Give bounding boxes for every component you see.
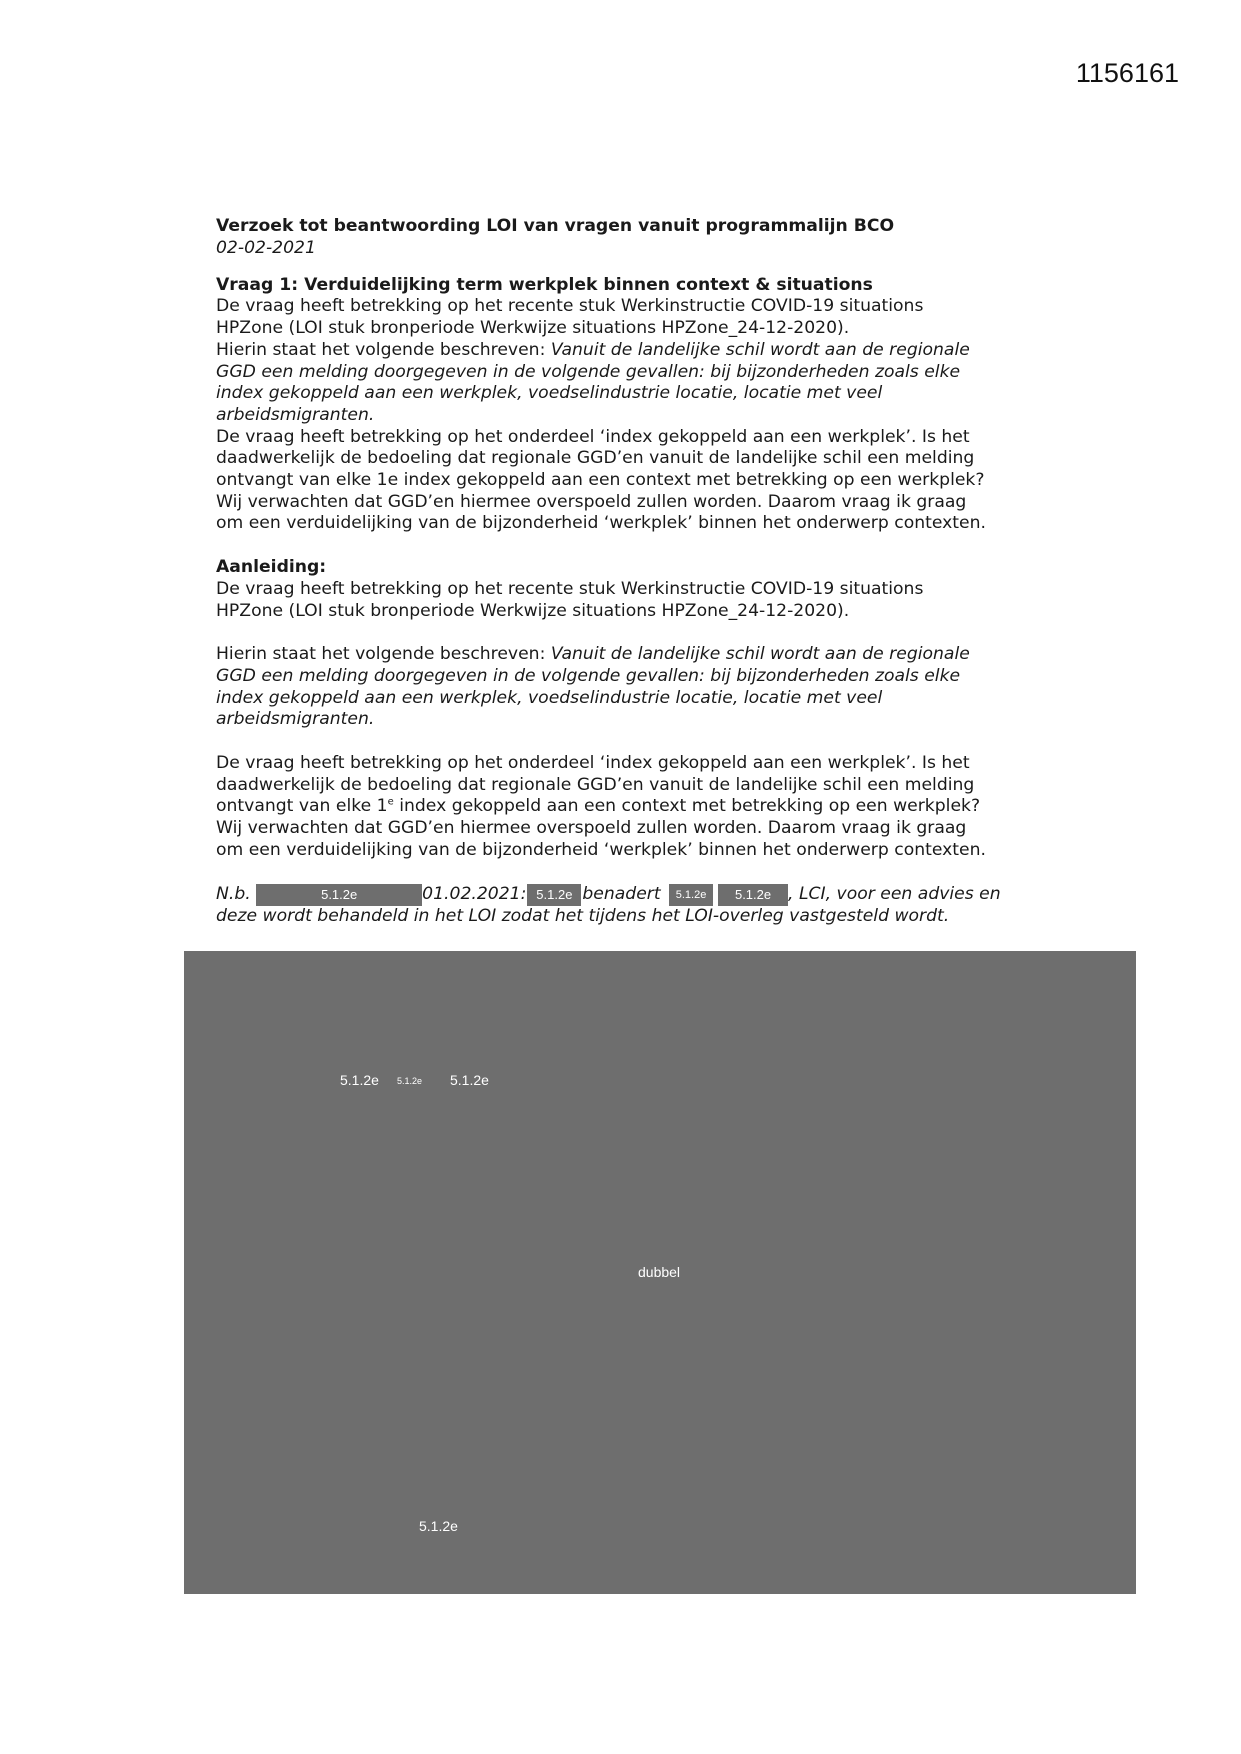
aanleiding-line: daadwerkelijk de bedoeling dat regionale GGD’en vanuit de landelijke schil een melding <box>216 774 975 795</box>
aanleiding-line: De vraag heeft betrekking op het onderdeel ‘index gekoppeld aan een werkplek’. Is het <box>216 753 970 774</box>
redaction-block <box>184 951 1136 1594</box>
aanleiding-line: Wij verwachten dat GGD’en hiermee overspoeld zullen worden. Daarom vraag ik graag <box>216 818 967 839</box>
aanleiding-line: arbeidsmigranten. <box>216 709 375 730</box>
document-number: 1156161 <box>1075 58 1179 88</box>
redaction-label-center: dubbel <box>638 1264 681 1280</box>
aanleiding-line: De vraag heeft betrekking op het recente stuk Werkinstructie COVID-19 situations <box>216 578 924 599</box>
redaction-box: 5.1.2e <box>527 884 581 906</box>
q1-line: GGD een melding doorgegeven in de volgende gevallen: bij bijzonderheden zoals elke <box>216 361 961 382</box>
question-1-heading: Vraag 1: Verduidelijking term werkplek binnen context & situations <box>216 274 873 295</box>
redaction-box: 5.1.2e <box>718 884 788 906</box>
redaction-label: 5.1.2e <box>340 1072 379 1088</box>
q1-line: arbeidsmigranten. <box>216 404 375 425</box>
document-date: 02-02-2021 <box>216 237 316 253</box>
q1-line: om een verduidelijking van de bijzonderheid ‘werkplek’ binnen het onderwerp contexten. <box>216 513 986 534</box>
q1-line: Hierin staat het volgende beschreven: Vanuit de landelijke schil wordt aan de regionale <box>216 339 970 360</box>
q1-line: ontvangt van elke 1e index gekoppeld aan een context met betrekking op een werkplek? <box>216 470 985 491</box>
aanleiding-line: om een verduidelijking van de bijzonderheid ‘werkplek’ binnen het onderwerp contexten. <box>216 839 986 860</box>
redaction-box: 5.1.2e <box>669 884 713 906</box>
aanleiding-line: ontvangt van elke 1e index gekoppeld aan een context met betrekking op een werkplek? <box>216 796 981 817</box>
aanleiding-heading: Aanleiding: <box>216 557 327 578</box>
nb-line: N.b. 5.1.2e 01.02.2021: 5.1.2e benadert 5.1.2e 5.1.2e , LCI, voor een advies en <box>216 883 1001 904</box>
q1-line: HPZone (LOI stuk bronperiode Werkwijze situations HPZone_24-12-2020). <box>216 318 850 339</box>
aanleiding-line: index gekoppeld aan een werkplek, voedselindustrie locatie, locatie met veel <box>216 687 883 708</box>
aanleiding-line: GGD een melding doorgegeven in de volgende gevallen: bij bijzonderheden zoals elke <box>216 665 961 686</box>
document-body <box>216 216 1036 927</box>
q1-line: De vraag heeft betrekking op het recente stuk Werkinstructie COVID-19 situations <box>216 296 924 317</box>
aanleiding-line: HPZone (LOI stuk bronperiode Werkwijze situations HPZone_24-12-2020). <box>216 600 850 621</box>
nb-line-2: deze wordt behandeld in het LOI zodat het tijdens het LOI-overleg vastgesteld wordt. <box>216 905 950 926</box>
redaction-label: 5.1.2e <box>397 1076 423 1086</box>
q1-line: De vraag heeft betrekking op het onderdeel ‘index gekoppeld aan een werkplek’. Is het <box>216 426 970 447</box>
redaction-label: 5.1.2e <box>450 1072 489 1088</box>
redaction-box: 5.1.2e <box>256 884 422 906</box>
redaction-label: 5.1.2e <box>419 1518 458 1534</box>
q1-line: index gekoppeld aan een werkplek, voedselindustrie locatie, locatie met veel <box>216 383 883 404</box>
q1-line: daadwerkelijk de bedoeling dat regionale GGD’en vanuit de landelijke schil een melding <box>216 448 975 469</box>
aanleiding-line: Hierin staat het volgende beschreven: Vanuit de landelijke schil wordt aan de regionale <box>216 644 970 665</box>
q1-line: Wij verwachten dat GGD’en hiermee overspoeld zullen worden. Daarom vraag ik graag <box>216 491 967 512</box>
document-title: Verzoek tot beantwoording LOI van vragen vanuit programmalijn BCO <box>216 216 895 236</box>
